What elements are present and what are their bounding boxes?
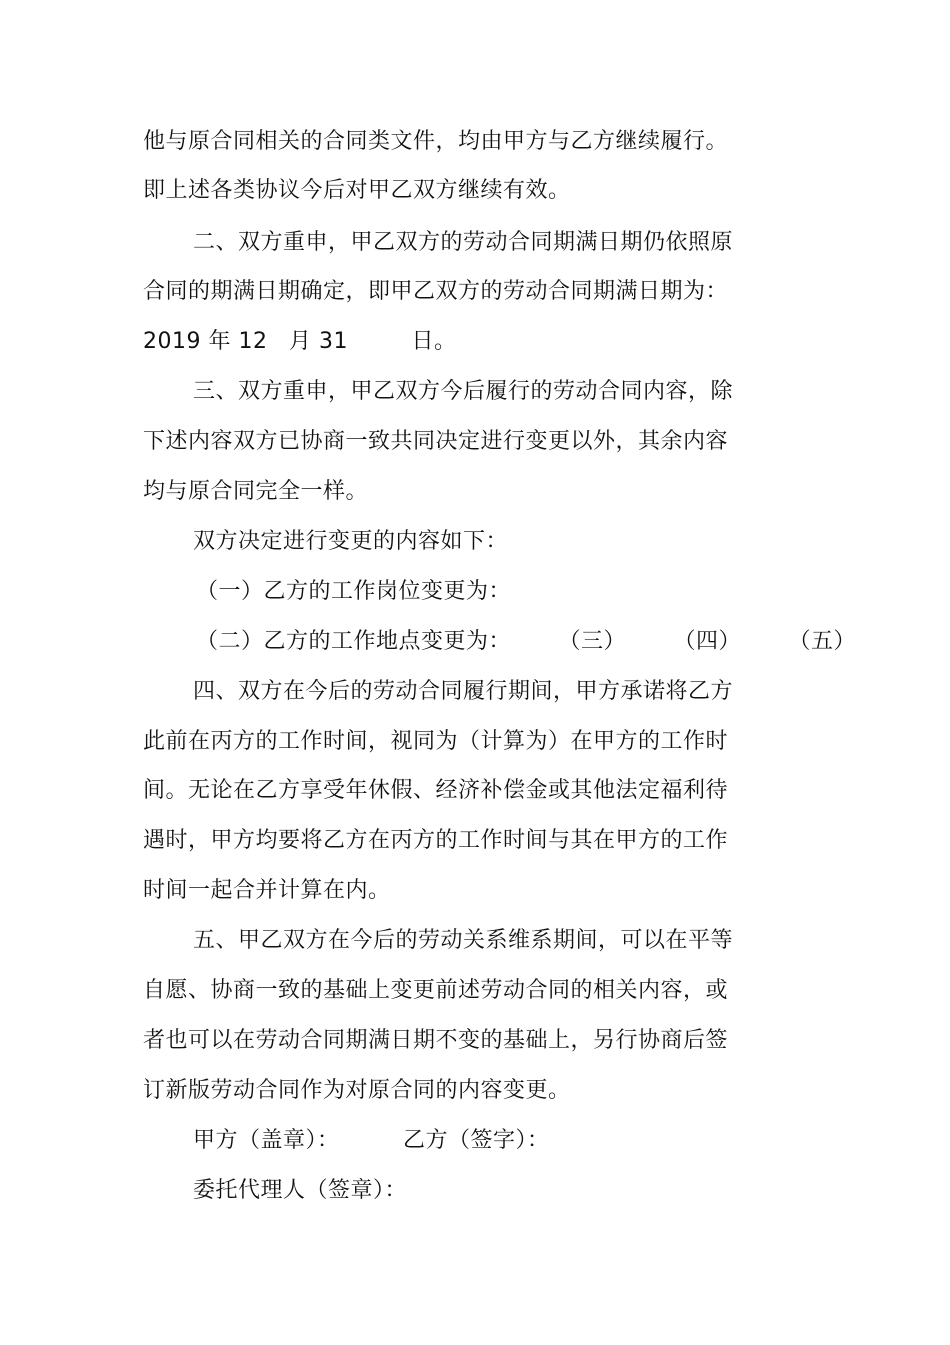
- date-day-unit: 日。: [411, 329, 457, 354]
- date-month: 12: [238, 329, 268, 354]
- paragraph-line: 时间一起合并计算在内。: [143, 878, 391, 903]
- agent-signature-label: 委托代理人（签章）：: [193, 1178, 408, 1203]
- change-intro-line: 双方决定进行变更的内容如下：: [193, 529, 509, 554]
- paragraph-line: 遇时，甲方均要将乙方在丙方的工作时间与其在甲方的工作: [143, 828, 729, 853]
- paragraph-line: 合同的期满日期确定，即甲乙双方的劳动合同期满日期为：: [143, 279, 729, 304]
- clause-five-line: 五、甲乙双方在今后的劳动关系维系期间，可以在平等: [193, 928, 734, 953]
- paragraph-line: 下述内容双方已协商一致共同决定进行变更以外，其余内容: [143, 429, 729, 454]
- change-items-line: [196, 627, 856, 657]
- date-year: 2019: [143, 329, 201, 354]
- date-day: 31: [319, 329, 349, 354]
- clause-four-line: 四、双方在今后的劳动合同履行期间，甲方承诺将乙方: [193, 679, 734, 704]
- clause-three-line: 三、双方重申，甲乙双方今后履行的劳动合同内容，除: [193, 379, 734, 404]
- date-year-unit: 年: [208, 329, 232, 354]
- expiry-date-line: [143, 327, 457, 357]
- change-item-one: （一）乙方的工作岗位变更为：: [196, 579, 512, 604]
- date-month-unit: 月: [289, 329, 312, 354]
- change-item-five: （五）: [788, 629, 857, 654]
- paragraph-line: 自愿、协商一致的基础上变更前述劳动合同的相关内容，或: [143, 978, 729, 1003]
- paragraph-line: 者也可以在劳动合同期满日期不变的基础上，另行协商后签: [143, 1028, 729, 1053]
- paragraph-line: 均与原合同完全一样。: [143, 479, 369, 504]
- paragraph-line: 他与原合同相关的合同类文件，均由甲方与乙方继续履行。: [143, 129, 729, 154]
- change-item-three: （三）: [558, 629, 627, 654]
- change-item-four: （四）: [673, 629, 742, 654]
- paragraph-line: 间。无论在乙方享受年休假、经济补偿金或其他法定福利待: [143, 778, 729, 803]
- paragraph-line: 订新版劳动合同作为对原合同的内容变更。: [143, 1078, 571, 1103]
- paragraph-line: 即上述各类协议今后对甲乙双方继续有效。: [143, 178, 571, 203]
- clause-two-line: 二、双方重申，甲乙双方的劳动合同期满日期仍依照原: [193, 230, 734, 255]
- party-b-signature-label: 乙方（签字）：: [403, 1128, 550, 1153]
- paragraph-line: 此前在丙方的工作时间，视同为（计算为）在甲方的工作时: [143, 729, 729, 754]
- party-a-seal-label: 甲方（盖章）：: [193, 1128, 340, 1153]
- change-item-two: （二）乙方的工作地点变更为：: [196, 629, 512, 654]
- signature-line: [193, 1126, 550, 1156]
